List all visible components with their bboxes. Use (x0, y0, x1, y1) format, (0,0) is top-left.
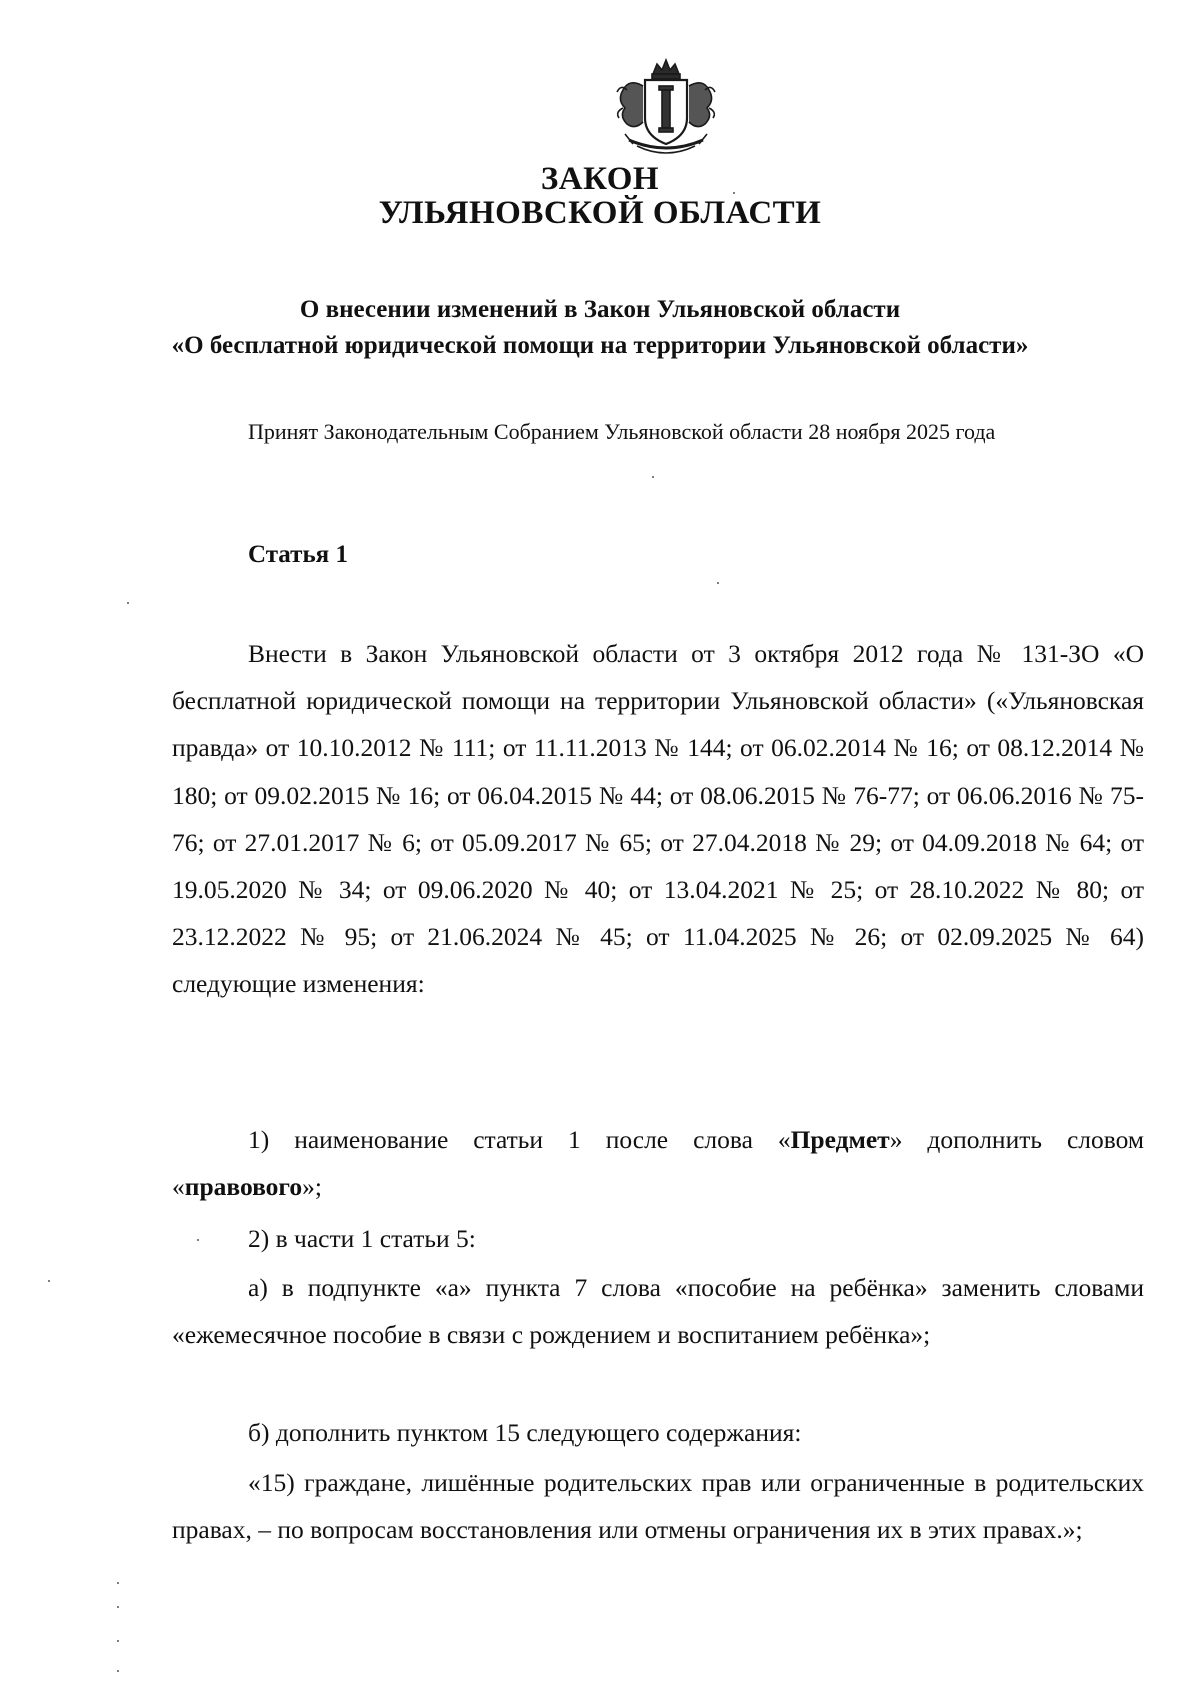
article-heading: Статья 1 (248, 541, 348, 568)
scan-speck (127, 602, 129, 604)
scan-speck (717, 582, 719, 584)
document-type-line1: ЗАКОН (540, 161, 660, 197)
law-title-line2: «О бесплатной юридической помощи на территории Ульяновской области» (171, 332, 1029, 359)
scan-speck (197, 1239, 199, 1241)
item-2b-paragraph: б) дополнить пунктом 15 следующего содержания: (248, 1418, 802, 1447)
item-1-text-b: » дополнить словом « (172, 1125, 1144, 1202)
scan-speck (117, 1582, 119, 1584)
item-1-paragraph (172, 1116, 1144, 1210)
item-1-text-c: »; (302, 1172, 322, 1202)
coat-of-arms-icon (607, 56, 725, 160)
item-1-bold-b: правового (184, 1172, 303, 1202)
adoption-statement: Принят Законодательным Собранием Ульяновской области 28 ноября 2025 года (248, 419, 996, 444)
scan-speck (48, 1280, 50, 1282)
item-2a-paragraph: а) в подпункте «а» пункта 7 слова «пособие на ребёнка» заменить словами «ежемесячное пособие в связи с рождением и воспитанием ребёнка»; (172, 1273, 1144, 1350)
item-2b-quoted-text: «15) граждане, лишённые родительских прав или ограниченные в родительских правах, – по вопросам восстановления или отмены ограничения их в этих правах.»; (172, 1468, 1144, 1545)
scan-speck (117, 1670, 119, 1672)
item-1-bold-a: Предмет (790, 1125, 890, 1154)
scan-speck (117, 1606, 119, 1608)
article-intro-paragraph: Внести в Закон Ульяновской области от 3 октября 2012 года № 131-ЗО «О бесплатной юридической помощи на территории Ульяновской области» («Ульяновская правда» от 10.10.2012 № 111; от 11.11.2013 № 144; от 06.02.2014 № 16; от 08.12.2014 № 180; от 09.02.2015 № 16; от 06.04.2015 № 44; от 08.06.2015 № 76-77; от 06.06.2016 № 75-76; от 27.01.2017 № 6; от 05.09.2017 № 65; от 27.04.2018 № 29; от 04.09.2018 № 64; от 19.05.2020 № 34; от 09.06.2020 № 40; от 13.04.2021 № 25; от 28.10.2022 № 80; от 23.12.2022 № 95; от 21.06.2024 № 45; от 11.04.2025 № 26; от 02.09.2025 № 64) следующие изменения: (172, 639, 1144, 999)
item-1-text-a: 1) наименование статьи 1 после слова « (248, 1125, 791, 1154)
scan-speck (652, 476, 654, 478)
document-type-line2: УЛЬЯНОВСКОЙ ОБЛАСТИ (378, 195, 822, 231)
law-title-line1: О внесении изменений в Закон Ульяновской области (299, 296, 901, 323)
scan-speck (117, 1640, 119, 1642)
item-2-paragraph: 2) в части 1 статьи 5: (248, 1224, 476, 1253)
scan-speck (733, 192, 735, 194)
